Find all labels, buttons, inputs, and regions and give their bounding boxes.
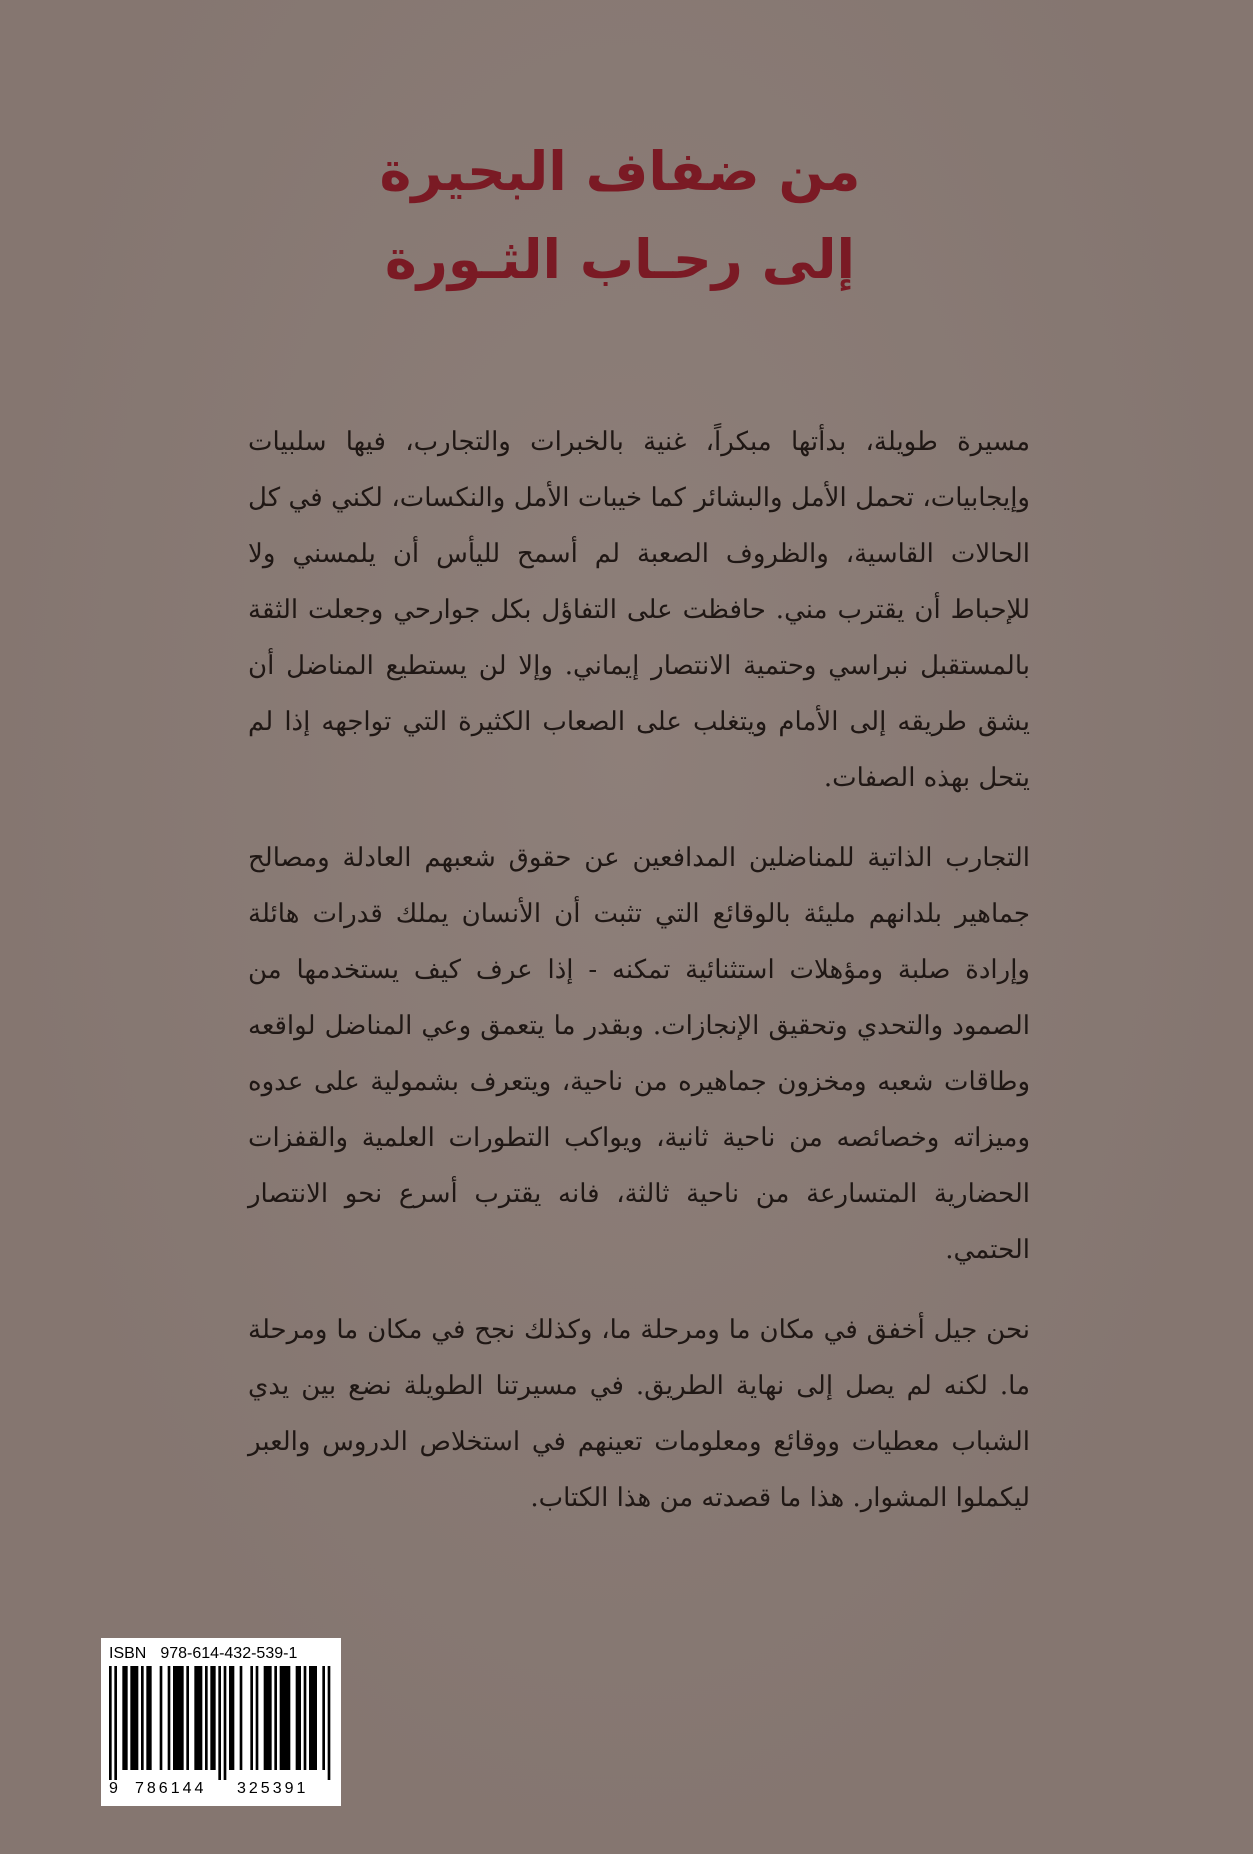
barcode-bar — [168, 1666, 171, 1770]
barcode-bar — [240, 1666, 243, 1770]
barcode-bar — [250, 1666, 253, 1770]
barcode-bar — [114, 1666, 117, 1780]
barcode-bar — [130, 1666, 138, 1770]
blurb-paragraph-3: نحن جيل أخفق في مكان ما ومرحلة ما، وكذلك نجح في مكان ما ومرحلة ما. لكنه لم يصل إلى نهاية الطريق. في مسيرتنا الطويلة نضع بين يدي الشباب معطيات ووقائع ومعلومات تعينهم في استخلاص الدروس والعبر ليكملوا المشوار. هذا ما قصدته من هذا الكتاب. — [248, 1315, 1030, 1513]
isbn-barcode — [101, 1638, 341, 1806]
barcode-digits-left: 786144 — [135, 1780, 207, 1797]
barcode-digits — [109, 1780, 333, 1802]
barcode-bar — [218, 1666, 221, 1780]
barcode-bar — [256, 1666, 259, 1770]
title-line-2: إلى رحـاب الثـورة — [384, 228, 856, 291]
barcode-bar — [160, 1666, 163, 1770]
blurb — [248, 414, 1030, 1550]
barcode-bar — [224, 1666, 227, 1780]
barcode-bar — [304, 1666, 307, 1770]
barcode-bar — [280, 1666, 291, 1770]
barcode-bar — [264, 1666, 272, 1770]
barcode-bar — [141, 1666, 144, 1770]
barcode-bar — [229, 1666, 234, 1770]
barcode-bars — [109, 1666, 333, 1780]
barcode-bar — [322, 1666, 325, 1770]
blurb-paragraph-1: مسيرة طويلة، بدأتها مبكراً، غنية بالخبرات والتجارب، فيها سلبيات وإيجابيات، تحمل الأمل والبشائر كما خيبات الأمل والنكسات، لكني في كل الحالات القاسية، والظروف الصعبة لم أسمح لليأس أن يلمسني ولا للإحباط أن يقترب مني. حافظت على التفاؤل بكل جوارحي وجعلت الثقة بالمستقبل نبراسي وحتمية الانتصار إيماني. وإلا لن يستطيع المناضل أن يشق طريقه إلى الأمام ويتغلب على الصعاب الكثيرة التي تواجهه إذا لم يتحل بهذه الصفات. — [248, 427, 1030, 793]
barcode-bar — [210, 1666, 215, 1770]
barcode-digit-lead: 9 — [109, 1780, 118, 1797]
blurb-paragraph-2: التجارب الذاتية للمناضلين المدافعين عن حقوق شعبهم العادلة ومصالح جماهير بلدانهم مليئة بالوقائع التي تثبت أن الأنسان يملك قدرات هائلة وإرادة صلبة ومؤهلات استثنائية تمكنه - إذا عرف كيف يستخدمها من الصمود والتحدي وتحقيق الإنجازات. وبقدر ما يتعمق وعي المناضل لواقعه وطاقات شعبه ومخزون جماهيره من ناحية، ويتعرف بشمولية على عدوه وميزاته وخصائصه من ناحية ثانية، ويواكب التطورات العلمية والقفزات الحضارية المتسارعة من ناحية ثالثة، فانه يقترب أسرع نحو الانتصار الحتمي. — [248, 843, 1030, 1265]
barcode-bar — [194, 1666, 202, 1770]
isbn-prefix: ISBN — [109, 1645, 147, 1662]
barcode-bar — [309, 1666, 317, 1770]
barcode-bar — [122, 1666, 127, 1770]
barcode-bar — [146, 1666, 151, 1770]
barcode-bar — [109, 1666, 112, 1780]
barcode-bar — [328, 1666, 331, 1780]
barcode-bar — [274, 1666, 277, 1770]
isbn-number: 978-614-432-539-1 — [160, 1645, 298, 1662]
barcode-bar — [205, 1666, 208, 1770]
barcode-bar — [186, 1666, 189, 1770]
book-title — [120, 128, 1120, 304]
isbn-label — [109, 1644, 333, 1664]
barcode-digits-right: 325391 — [237, 1780, 309, 1797]
title-line-1: من ضفاف البحيرة — [379, 140, 861, 203]
barcode-bar — [296, 1666, 301, 1770]
barcode-bar — [173, 1666, 184, 1770]
